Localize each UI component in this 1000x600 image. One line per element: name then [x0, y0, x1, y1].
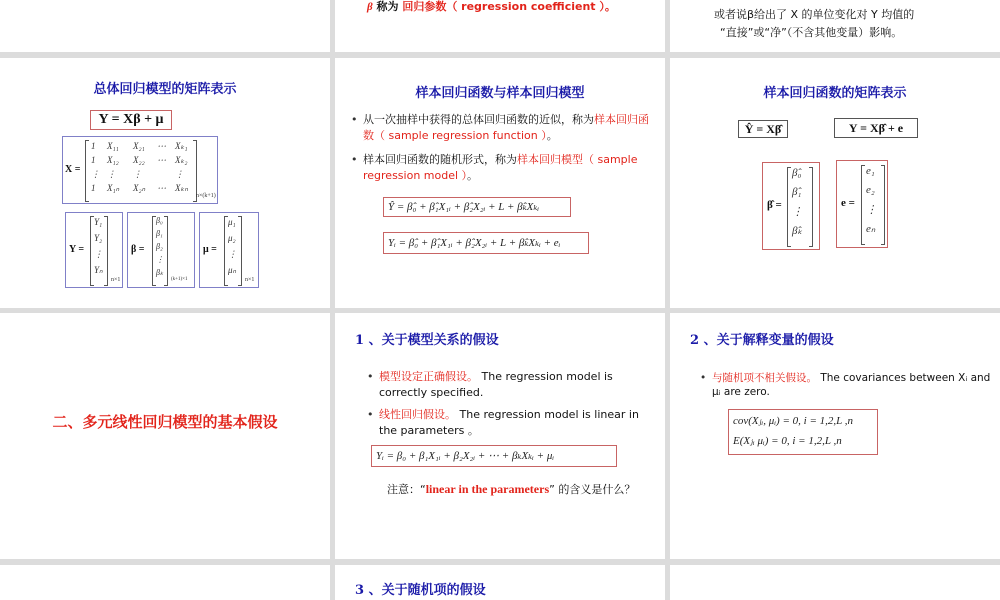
sample-function-equation-box: [383, 197, 571, 217]
e-cell: e₁: [866, 165, 875, 177]
population-equation: Y = Xβ + μ: [98, 112, 164, 127]
mu-cell: ⋮: [228, 249, 237, 259]
bullet-red-term: 线性回归假设。: [379, 408, 456, 421]
y-cell: Y₁: [94, 217, 103, 227]
bullet-red-term: 样本回归模型（ sample regression model ）: [363, 153, 638, 182]
e-cell: ⋮: [866, 204, 877, 216]
slide-bottom-right[interactable]: [670, 565, 1000, 600]
e-cell: e₂: [866, 184, 875, 196]
slide-top-middle[interactable]: [335, 0, 665, 52]
y-vector-label: Y =: [69, 244, 85, 255]
mu-cell: μ₂: [228, 233, 236, 243]
slide-title: 样本回归函数与样本回归模型: [415, 86, 585, 101]
fitted-equation: Ŷ = Xβ̂: [744, 122, 782, 136]
slide-sample-regression[interactable]: [335, 58, 665, 308]
sample-model-equation: Yᵢ = β̂₀ + β̂₁X₁ᵢ + β̂₂X₂ᵢ + L + β̂ₖXₖᵢ + eᵢ: [388, 237, 561, 249]
e-vector-label: e =: [841, 197, 855, 209]
x-matrix-label: X =: [65, 164, 81, 175]
beta-cell: β₀: [156, 216, 163, 225]
mu-vector-dimension: n×1: [245, 277, 255, 283]
bullet-red-term: 模型设定正确假设。: [379, 370, 478, 383]
named-as-text: 称为: [376, 0, 399, 13]
slide-population-matrix[interactable]: [0, 58, 330, 308]
slide-sample-matrix[interactable]: [670, 58, 1000, 308]
bhat-cell: ⋮: [792, 206, 803, 218]
mu-cell: μ₁: [228, 217, 236, 227]
slide-title: 3 、关于随机项的假设: [355, 583, 486, 598]
bullet-sample-function: • 从一次抽样中获得的总体回归函数的近似，称为样本回归函数（ sample regression function ）。: [351, 113, 649, 142]
linear-model-equation: Yᵢ = β₀ + β₁X₁ᵢ + β₂X₂ᵢ + ⋯ + βₖXₖᵢ + μᵢ: [376, 450, 555, 462]
x-matrix-cell: ⋮: [107, 169, 116, 179]
bullet-correct-specification: • 模型设定正确假设。 The regression model is correctly specified.: [367, 370, 613, 399]
sample-function-equation: Ŷ = β̂₀ + β̂₁X₁ᵢ + β̂₂X₂ᵢ + L + β̂ₖXₖᵢ: [388, 201, 540, 213]
x-matrix-cell: ⋯: [157, 183, 166, 193]
beta-cell: β₂: [156, 242, 163, 251]
beta-vector-dimension: (k+1)×1: [171, 277, 188, 282]
x-matrix-cell: X₂₂: [133, 155, 145, 165]
bullet-end: 。: [546, 129, 558, 142]
e-vector-box: [836, 160, 888, 248]
sample-model-equation-box: [383, 232, 589, 254]
beta-hat-vector-box: [762, 162, 820, 250]
note-prefix: 注意：“: [387, 483, 426, 496]
bhat-cell: β̂₀: [792, 167, 802, 179]
residual-equation: Y = Xβ̂ + e: [848, 121, 904, 135]
x-matrix-cell: X₁₁: [107, 141, 119, 151]
note-linear-in-parameters: [367, 481, 647, 498]
bullet-red-term: 样本回归函数（ sample regression function ）: [363, 113, 649, 142]
bullet-linear-parameters: • 线性回归假设。 The regression model is linear in the parameters 。: [367, 408, 639, 437]
x-matrix-cell: 1: [91, 155, 96, 165]
x-matrix-cell: Xₖ₂: [175, 155, 188, 165]
x-matrix-cell: ⋮: [133, 169, 142, 179]
regression-coefficient-term: 回归参数（ regression coefficient ）。: [402, 0, 616, 13]
bullet-end: 。: [467, 169, 479, 182]
slide-title: 1 、关于模型关系的假设: [355, 333, 499, 348]
bullet-text: The regression model is correctly specified.: [379, 370, 613, 399]
slide-top-left[interactable]: [0, 0, 330, 52]
x-matrix-cell: ⋮: [91, 169, 100, 179]
x-matrix-cell: 1: [91, 141, 96, 151]
residual-equation-box: [834, 118, 918, 138]
slide-random-term-assumption[interactable]: [335, 565, 665, 600]
x-matrix-box: [62, 136, 218, 204]
bullet-uncorrelated: • 与随机项不相关假设。 The covariances between Xᵢ and μᵢ are zero.: [700, 372, 991, 398]
slide-bottom-left[interactable]: [0, 565, 330, 600]
beta-vector-label: β =: [131, 244, 145, 255]
y-vector-box: [65, 212, 123, 288]
beta-vector-box: [127, 212, 195, 288]
bullet-text: The covariances between Xᵢ and μᵢ are zero.: [712, 372, 991, 398]
note-suffix: ” 的含义是什么？: [549, 483, 636, 496]
beta-cell: ⋮: [156, 255, 164, 264]
x-matrix-cell: X₁₂: [107, 155, 119, 165]
slide-title: 样本回归函数的矩阵表示: [763, 86, 907, 101]
y-cell: Y₂: [94, 233, 103, 243]
x-matrix-cell: 1: [91, 183, 96, 193]
slide-title: 总体回归模型的矩阵表示: [93, 82, 237, 97]
x-matrix-cell: Xₖₙ: [175, 183, 188, 193]
beta-cell: β₁: [156, 229, 163, 238]
bhat-cell: β̂₁: [792, 186, 802, 198]
x-matrix-cell: ⋯: [157, 155, 166, 165]
note-red-term: linear in the parameters: [425, 482, 550, 496]
linear-model-equation-box: [371, 445, 617, 467]
x-matrix-cell: X₁ₙ: [107, 183, 120, 193]
slide-section-assumptions[interactable]: [0, 313, 330, 559]
beta-symbol: β: [367, 1, 373, 13]
y-cell: ⋮: [94, 249, 103, 259]
covariance-equations-box: [728, 409, 878, 455]
mu-vector-label: μ =: [203, 244, 217, 255]
slide-top-right[interactable]: [670, 0, 1000, 52]
fitted-equation-box: [738, 120, 788, 138]
slide-explanatory-assumption[interactable]: [670, 313, 1000, 559]
x-matrix-cell: X₂ₙ: [133, 183, 146, 193]
x-matrix-cell: Xₖ₁: [175, 141, 188, 151]
direct-effect-line-1: 或者说β给出了 X 的单位变化对 Y 均值的: [714, 8, 915, 21]
slide-title: 2 、关于解释变量的假设: [690, 333, 834, 348]
slide-model-assumption[interactable]: [335, 313, 665, 559]
bullet-text: The regression model is linear in the parameters 。: [379, 408, 639, 437]
y-cell: Yₙ: [94, 265, 103, 275]
mu-vector-box: [199, 212, 259, 288]
e-cell: eₙ: [866, 223, 876, 235]
x-matrix-cell: ⋯: [157, 141, 166, 151]
population-equation-box: [90, 110, 172, 130]
y-vector-dimension: n×1: [111, 277, 121, 283]
mu-cell: μₙ: [228, 265, 237, 275]
direct-effect-line-2: “直接”或“净”（不含其他变量）影响。: [720, 26, 903, 39]
bullet-sample-model: • 样本回归函数的随机形式，称为样本回归模型（ sample regression model ）。: [351, 153, 638, 182]
bullet-text: 样本回归函数的随机形式，称为: [363, 153, 517, 166]
x-matrix-cell: ⋮: [175, 169, 184, 179]
x-matrix-cell: X₂₁: [133, 141, 145, 151]
x-matrix-dimension: n×(k+1): [196, 193, 216, 199]
regression-coefficient-line: [367, 0, 616, 14]
covariance-equation: cov(Xⱼᵢ, μᵢ) = 0, i = 1,2,L ,n: [733, 415, 854, 427]
expectation-equation: E(Xⱼᵢ μᵢ) = 0, i = 1,2,L ,n: [733, 435, 842, 447]
bullet-text: 从一次抽样中获得的总体回归函数的近似，称为: [363, 113, 594, 126]
section-title: 二、多元线性回归模型的基本假设: [52, 413, 278, 431]
bullet-red-term: 与随机项不相关假设。: [712, 372, 817, 384]
bhat-cell: β̂ₖ: [792, 225, 803, 237]
beta-hat-label: β̂ =: [767, 199, 782, 211]
beta-cell: βₖ: [156, 268, 164, 277]
